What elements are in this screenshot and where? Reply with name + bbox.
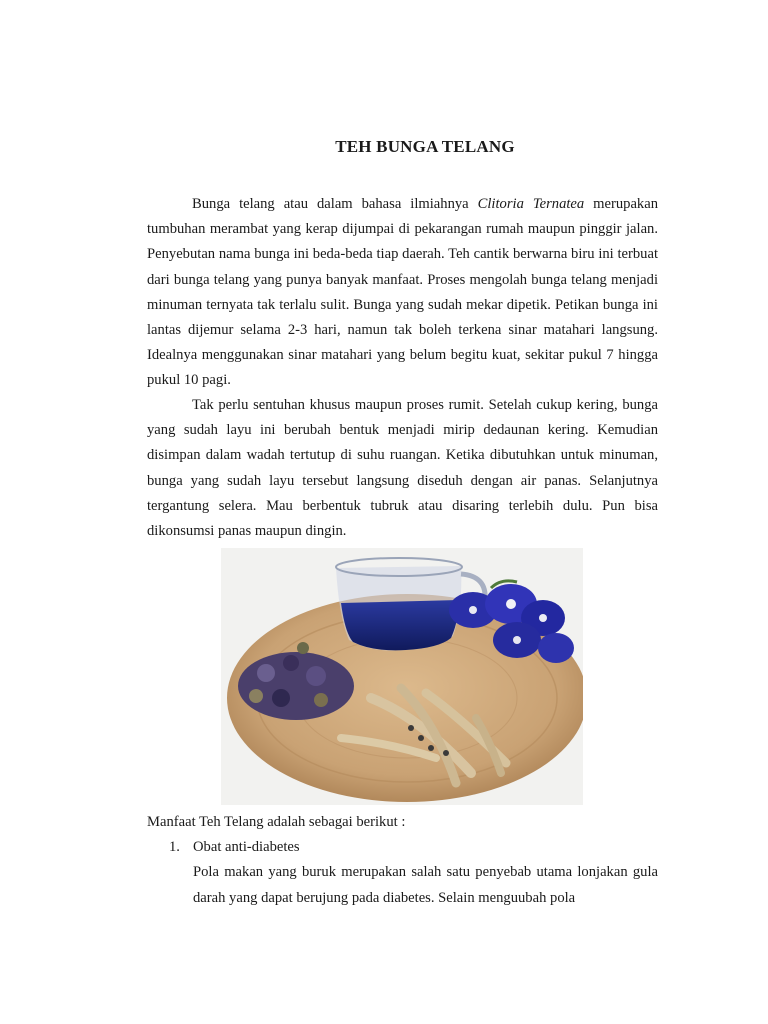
paragraph-intro-start: Bunga telang atau dalam bahasa ilmiahnya — [192, 196, 478, 212]
tea-photo-illustration — [221, 548, 583, 805]
scientific-name: Clitoria Ternatea — [477, 196, 585, 212]
benefits-list — [147, 835, 658, 911]
document-title: TEH BUNGA TELANG — [335, 137, 515, 156]
list-item-body: Pola makan yang buruk merupakan salah satu penyebab utama lonjakan gula darah yang dapat berujung pada diabetes. Selain menguubah pola — [193, 864, 658, 906]
butterfly-pea-tea-photo — [221, 548, 583, 805]
list-item-number: 1. — [169, 839, 180, 855]
paragraph-intro — [147, 192, 658, 394]
list-item — [147, 835, 658, 911]
paragraph-process: Tak perlu sentuhan khusus maupun proses rumit. Setelah cukup kering, bunga yang sudah layu ini berubah bentuk menjadi mirip dedaunan kering. Kemudian disimpan dalam wadah tertutup di suhu ruangan. Ketika dibutuhkan untuk minuman, bunga yang sudah layu tersebut langsung diseduh dengan air panas. Selanjutnya tergantung selera. Mau berbentuk tubruk atau disaring terlebih dulu. Pun bisa dikonsumsi panas maupun dingin. — [147, 397, 658, 540]
list-item-heading: Obat anti-diabetes — [193, 839, 300, 855]
benefits-intro: Manfaat Teh Telang adalah sebagai berikut : — [147, 814, 406, 830]
paragraph-intro-rest: merupakan tumbuhan merambat yang kerap dijumpai di pekarangan rumah maupun pinggir jalan. Penyebutan nama bunga ini beda-beda tiap daerah. Teh cantik berwarna biru ini terbuat dari bunga telang yang punya banyak manfaat. Proses mengolah bunga telang menjadi minuman ternyata tak terlalu sulit. Bunga yang sudah mekar dipetik. Petikan bunga ini lantas dijemur selama 2-3 hari, namun tak boleh terkena sinar matahari langsung. Idealnya menggunakan sinar matahari yang belum begitu kuat, sekitar pukul 7 hingga pukul 10 pagi. — [147, 196, 659, 389]
